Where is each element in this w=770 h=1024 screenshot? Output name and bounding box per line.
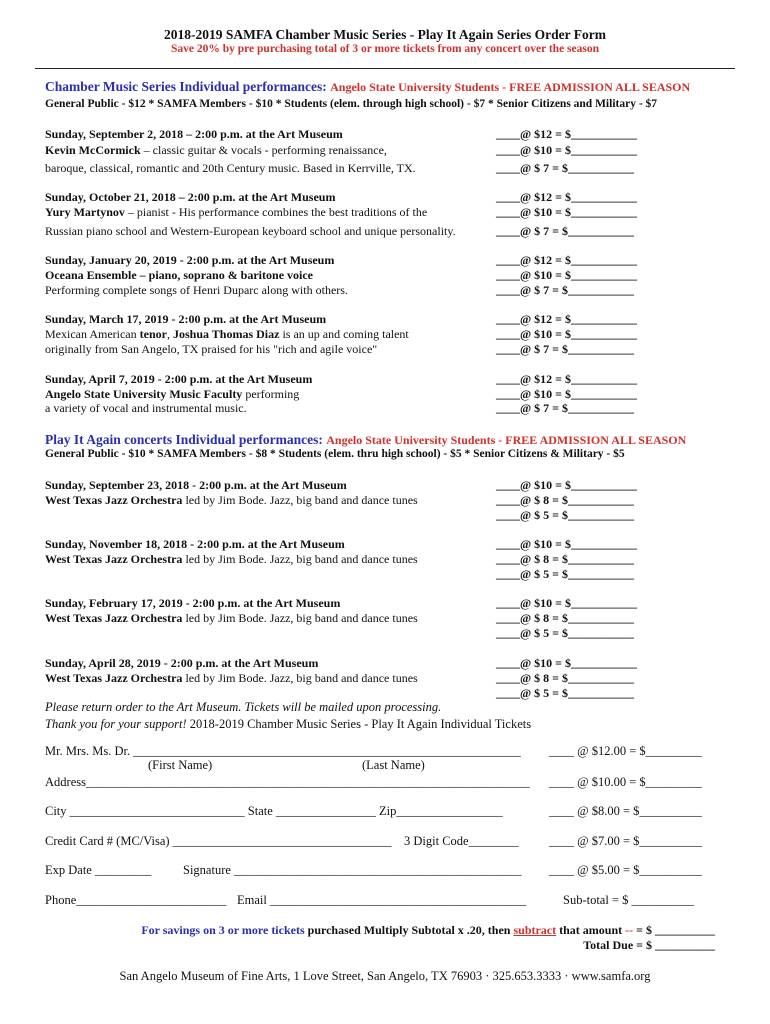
- chamber-event-4-performer: Mexican American tenor, Joshua Thomas Diaz is an up and coming talent: [45, 327, 409, 341]
- chamber-event-3-date: Sunday, January 20, 2019 - 2:00 p.m. at the Art Museum: [45, 253, 335, 267]
- chamber-event-5-order-2[interactable]: ____@ $10 = $___________: [496, 387, 637, 401]
- pia-event-2-order-2[interactable]: ____@ $ 8 = $___________: [496, 552, 634, 566]
- chamber-event-2-order-2[interactable]: ____@ $10 = $___________: [496, 205, 637, 219]
- total-due-field[interactable]: Total Due = $ __________: [583, 938, 715, 952]
- chamber-heading-note: Angelo State University Students - FREE ADMISSION ALL SEASON: [330, 80, 691, 94]
- pia-prices: General Public - $10 * SAMFA Members - $8 * Students (elem. thru high school) - $5 * Senior Citizens & Military - $5: [45, 448, 625, 460]
- name-field[interactable]: Mr. Mrs. Ms. Dr. ______________________________________________________________: [45, 744, 521, 758]
- pia-event-4-performer: West Texas Jazz Orchestra led by Jim Bode. Jazz, big band and dance tunes: [45, 671, 418, 685]
- chamber-event-5-order-3[interactable]: ____@ $ 7 = $___________: [496, 401, 634, 415]
- phone-field[interactable]: Phone________________________: [45, 893, 227, 907]
- tally-8[interactable]: ____ @ $8.00 = $__________: [549, 804, 702, 818]
- savings-line: For savings on 3 or more tickets purchased Multiply Subtotal x .20, then subtract that amount -- = $ __________: [141, 923, 715, 937]
- card-code-field[interactable]: 3 Digit Code________: [404, 834, 519, 848]
- chamber-event-3-performer: Oceana Ensemble – piano, soprano & baritone voice: [45, 268, 314, 282]
- chamber-event-2-performer: Yury Martynov – pianist - His performance combines the best traditions of the: [45, 205, 428, 219]
- pia-event-4-order-1[interactable]: ____@ $10 = $___________: [496, 656, 637, 670]
- chamber-event-5-performer: Angelo State University Music Faculty performing: [45, 387, 300, 401]
- credit-card-field[interactable]: Credit Card # (MC/Visa) ___________________________________: [45, 834, 392, 848]
- subtotal-field[interactable]: Sub-total = $ __________: [563, 893, 695, 907]
- form-title: 2018-2019 SAMFA Chamber Music Series - Play It Again Series Order Form: [163, 27, 607, 42]
- return-note: Please return order to the Art Museum. Tickets will be mailed upon processing.: [45, 700, 442, 714]
- pia-event-2-order-1[interactable]: ____@ $10 = $___________: [496, 537, 637, 551]
- city-state-zip-field[interactable]: City ____________________________ State ________________ Zip_________________: [45, 804, 503, 818]
- chamber-event-2-desc: Russian piano school and Western-European keyboard school and unique personality.: [45, 224, 456, 238]
- chamber-event-4-order-3[interactable]: ____@ $ 7 = $___________: [496, 342, 634, 356]
- pia-heading: Play It Again concerts Individual performances: Angelo State University Students - FREE ADMISSION ALL SEASON: [45, 432, 687, 447]
- header-divider: [35, 68, 735, 69]
- form-subtitle: Save 20% by pre purchasing total of 3 or more tickets from any concert over the season: [170, 43, 599, 55]
- chamber-event-4-desc: originally from San Angelo, TX praised for his "rich and agile voice": [45, 342, 378, 356]
- tally-7[interactable]: ____ @ $7.00 = $__________: [549, 834, 702, 848]
- chamber-event-5-desc: a variety of vocal and instrumental music.: [45, 401, 247, 415]
- pia-event-1-order-3[interactable]: ____@ $ 5 = $___________: [496, 508, 634, 522]
- pia-event-1-order-2[interactable]: ____@ $ 8 = $___________: [496, 493, 634, 507]
- pia-event-2-performer: West Texas Jazz Orchestra led by Jim Bode. Jazz, big band and dance tunes: [45, 552, 418, 566]
- pia-event-1-performer: West Texas Jazz Orchestra led by Jim Bode. Jazz, big band and dance tunes: [45, 493, 418, 507]
- pia-event-4-date: Sunday, April 28, 2019 - 2:00 p.m. at the Art Museum: [45, 656, 319, 670]
- thanks-note: Thank you for your support! 2018-2019 Chamber Music Series - Play It Again Individual Tickets: [45, 717, 532, 731]
- tally-5[interactable]: ____ @ $5.00 = $__________: [549, 863, 702, 877]
- chamber-event-5-order-1[interactable]: ____@ $12 = $___________: [496, 372, 637, 386]
- signature-field[interactable]: Signature ______________________________________________: [183, 863, 522, 877]
- pia-event-4-order-2[interactable]: ____@ $ 8 = $___________: [496, 671, 634, 685]
- pia-event-3-order-3[interactable]: ____@ $ 5 = $___________: [496, 626, 634, 640]
- chamber-event-2-order-1[interactable]: ____@ $12 = $___________: [496, 190, 637, 204]
- chamber-event-2-date: Sunday, October 21, 2018 – 2:00 p.m. at the Art Museum: [45, 190, 336, 204]
- chamber-event-4-order-1[interactable]: ____@ $12 = $___________: [496, 312, 637, 326]
- pia-event-4-order-3[interactable]: ____@ $ 5 = $___________: [496, 686, 634, 700]
- chamber-event-2-order-3[interactable]: ____@ $ 7 = $___________: [496, 224, 634, 238]
- chamber-event-1-performer: Kevin McCormick – classic guitar & vocals - performing renaissance,: [45, 143, 387, 157]
- chamber-event-3-order-2[interactable]: ____@ $10 = $___________: [496, 268, 637, 282]
- address-field[interactable]: Address_______________________________________________________________________: [45, 775, 530, 789]
- chamber-event-1-desc: baroque, classical, romantic and 20th Century music. Based in Kerrville, TX.: [45, 161, 416, 175]
- chamber-heading: Chamber Music Series Individual performances: Angelo State University Students - FREE ADMISSION ALL SEASON: [45, 79, 691, 94]
- chamber-event-1-order-1[interactable]: ____@ $12 = $___________: [496, 127, 637, 141]
- chamber-event-1-order-3[interactable]: ____@ $ 7 = $___________: [496, 161, 634, 175]
- chamber-event-5-date: Sunday, April 7, 2019 - 2:00 p.m. at the Art Museum: [45, 372, 313, 386]
- chamber-event-3-order-1[interactable]: ____@ $12 = $___________: [496, 253, 637, 267]
- last-name-label: (Last Name): [362, 758, 425, 772]
- chamber-event-1-order-2[interactable]: ____@ $10 = $___________: [496, 143, 637, 157]
- pia-event-2-date: Sunday, November 18, 2018 - 2:00 p.m. at the Art Museum: [45, 537, 345, 551]
- pia-event-3-order-2[interactable]: ____@ $ 8 = $___________: [496, 611, 634, 625]
- first-name-label: (First Name): [148, 758, 213, 772]
- chamber-event-4-date: Sunday, March 17, 2019 - 2:00 p.m. at the Art Museum: [45, 312, 327, 326]
- chamber-prices: General Public - $12 * SAMFA Members - $10 * Students (elem. through high school) - $7 * Senior Citizens and Military - $7: [45, 98, 658, 110]
- chamber-event-1-date: Sunday, September 2, 2018 – 2:00 p.m. at the Art Museum: [45, 127, 343, 141]
- chamber-event-3-order-3[interactable]: ____@ $ 7 = $___________: [496, 283, 634, 297]
- pia-heading-note: Angelo State University Students - FREE ADMISSION ALL SEASON: [326, 433, 687, 447]
- exp-date-field[interactable]: Exp Date _________: [45, 863, 152, 877]
- pia-event-2-order-3[interactable]: ____@ $ 5 = $___________: [496, 567, 634, 581]
- chamber-event-3-desc: Performing complete songs of Henri Duparc along with others.: [45, 283, 348, 297]
- pia-event-1-date: Sunday, September 23, 2018 - 2:00 p.m. at the Art Museum: [45, 478, 347, 492]
- pia-event-3-order-1[interactable]: ____@ $10 = $___________: [496, 596, 637, 610]
- pia-event-1-order-1[interactable]: ____@ $10 = $___________: [496, 478, 637, 492]
- footer-address: San Angelo Museum of Fine Arts, 1 Love Street, San Angelo, TX 76903 · 325.653.3333 · www.samfa.org: [119, 969, 651, 983]
- chamber-event-4-order-2[interactable]: ____@ $10 = $___________: [496, 327, 637, 341]
- tally-12[interactable]: ____ @ $12.00 = $_________: [549, 744, 702, 758]
- tally-10[interactable]: ____ @ $10.00 = $_________: [549, 775, 702, 789]
- pia-event-3-date: Sunday, February 17, 2019 - 2:00 p.m. at the Art Museum: [45, 596, 341, 610]
- email-field[interactable]: Email _________________________________________: [237, 893, 527, 907]
- pia-event-3-performer: West Texas Jazz Orchestra led by Jim Bode. Jazz, big band and dance tunes: [45, 611, 418, 625]
